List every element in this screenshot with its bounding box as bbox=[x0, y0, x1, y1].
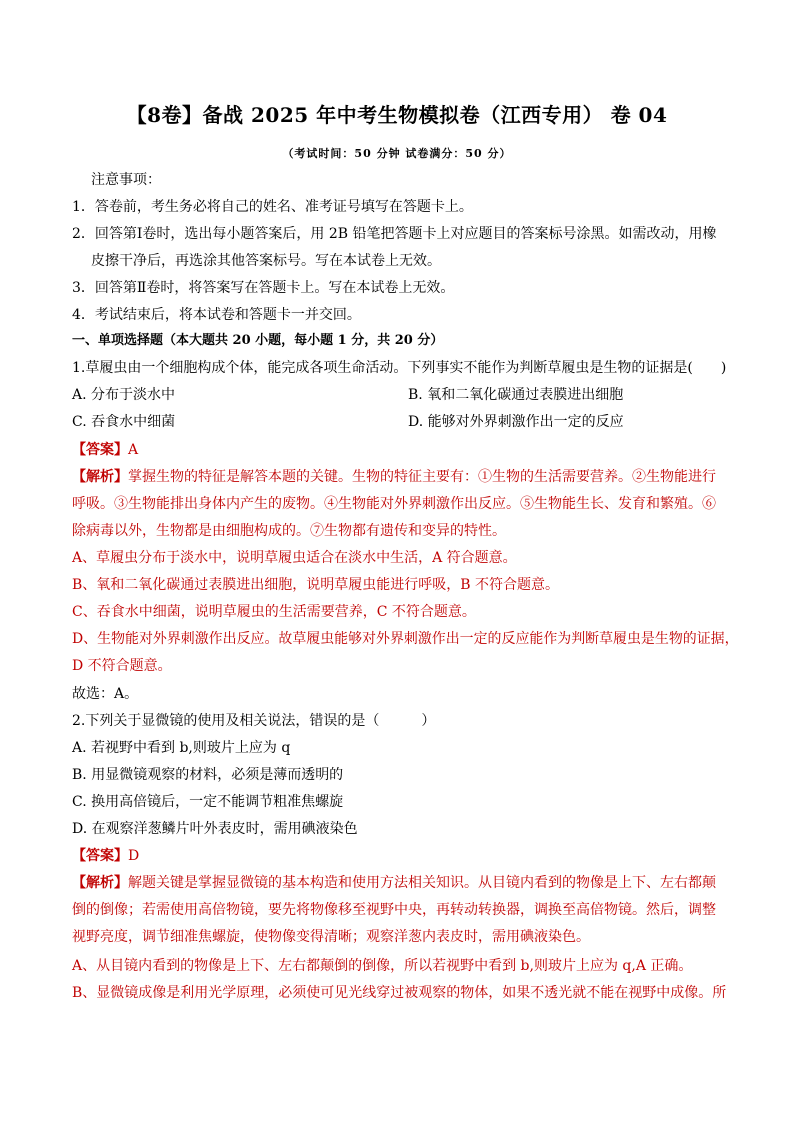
analysis-tag: 【解析】 bbox=[72, 875, 128, 891]
question-1-analysis-line: D、生物能对外界刺激作出反应。故草履虫能够对外界刺激作出一定的反应能作为判断草履虫是生物的证据， bbox=[72, 631, 739, 647]
question-1-option-d: D. 能够对外界刺激作出一定的反应 bbox=[408, 414, 624, 430]
question-2-analysis-line bbox=[72, 873, 716, 893]
question-1-analysis-line: B、氧和二氧化碳通过表膜进出细胞，说明草履虫能进行呼吸，B 不符合题意。 bbox=[72, 577, 560, 593]
question-2-option-b: B. 用显微镜观察的材料，必须是薄而透明的 bbox=[72, 767, 344, 783]
question-1-option-c: C. 吞食水中细菌 bbox=[72, 414, 176, 430]
analysis-text: 解题关键是掌握显微镜的基本构造和使用方法相关知识。从目镜内看到的物像是上下、左右都颠 bbox=[128, 875, 716, 891]
question-2-option-a: A. 若视野中看到 b,则玻片上应为 q bbox=[72, 740, 291, 756]
analysis-text: 掌握生物的特征是解答本题的关键。生物的特征主要有：①生物的生活需要营养。②生物能进行 bbox=[128, 469, 716, 485]
question-1-conclusion: 故选：A。 bbox=[72, 686, 139, 702]
answer-tag: 【答案】 bbox=[72, 848, 128, 864]
notice-item-continuation: 皮擦干净后，再选涂其他答案标号。写在本试卷上无效。 bbox=[91, 253, 441, 269]
question-1-analysis-line: 呼吸。③生物能排出身体内产生的废物。④生物能对外界刺激作出反应。⑤生物能生长、发育和繁殖。⑥ bbox=[72, 496, 716, 512]
page-title: 【8卷】备战 2025 年中考生物模拟卷（江西专用） 卷 04 bbox=[126, 103, 668, 127]
question-1-answer bbox=[72, 440, 138, 460]
answer-value: D bbox=[128, 848, 140, 864]
question-2-analysis-line: 倒的倒像；若需使用高倍物镜，要先将物像移至视野中央，再转动转换器，调换至高倍物镜。然后，调整 bbox=[72, 902, 716, 918]
question-2-analysis-line: A、从目镜内看到的物像是上下、左右都颠倒的倒像，所以若视野中看到 b,则玻片上应为 q,A 正确。 bbox=[72, 958, 693, 974]
notice-heading: 注意事项： bbox=[91, 172, 161, 188]
answer-value: A bbox=[128, 442, 139, 458]
notice-item: 1．答卷前，考生务必将自己的姓名、准考证号填写在答题卡上。 bbox=[72, 199, 473, 215]
question-1-analysis-line: A、草履虫分布于淡水中，说明草履虫适合在淡水中生活，A 符合题意。 bbox=[72, 550, 517, 566]
question-1-analysis-line: C、吞食水中细菌，说明草履虫的生活需要营养，C 不符合题意。 bbox=[72, 604, 476, 620]
question-1-option-b: B. 氧和二氧化碳通过表膜进出细胞 bbox=[408, 387, 624, 403]
question-2-analysis-line: B、显微镜成像是利用光学原理，必须使可见光线穿过被观察的物体，如果不透光就不能在视野中成像。所 bbox=[72, 985, 727, 1001]
answer-tag: 【答案】 bbox=[72, 442, 128, 458]
question-2-stem: 2.下列关于显微镜的使用及相关说法，错误的是（ ） bbox=[72, 713, 436, 729]
notice-item: 2．回答第Ⅰ卷时，选出每小题答案后，用 2B 铅笔把答题卡上对应题目的答案标号涂黑。如需改动，用橡 bbox=[72, 226, 717, 242]
question-2-option-c: C. 换用高倍镜后，一定不能调节粗准焦螺旋 bbox=[72, 794, 344, 810]
question-2-answer bbox=[72, 846, 139, 866]
question-1-analysis-line bbox=[72, 467, 716, 487]
question-1-option-a: A. 分布于淡水中 bbox=[72, 387, 176, 403]
question-2-option-d: D. 在观察洋葱鳞片叶外表皮时，需用碘液染色 bbox=[72, 821, 358, 837]
question-2-analysis-line: 视野亮度，调节细准焦螺旋，使物像变得清晰；观察洋葱内表皮时，需用碘液染色。 bbox=[72, 929, 590, 945]
analysis-tag: 【解析】 bbox=[72, 469, 128, 485]
notice-item: 3．回答第Ⅱ卷时，将答案写在答题卡上。写在本试卷上无效。 bbox=[72, 280, 455, 296]
question-1-stem: 1.草履虫由一个细胞构成个体，能完成各项生命活动。下列事实不能作为判断草履虫是生物的证据是( ) bbox=[72, 360, 727, 376]
question-1-analysis-line: 除病毒以外，生物都是由细胞构成的。⑦生物都有遗传和变异的特性。 bbox=[72, 523, 506, 539]
notice-item: 4．考试结束后，将本试卷和答题卡一并交回。 bbox=[72, 307, 361, 323]
question-1-analysis-line: D 不符合题意。 bbox=[72, 658, 172, 674]
section-heading: 一、单项选择题（本大题共 20 小题，每小题 1 分，共 20 分） bbox=[72, 333, 444, 348]
exam-info-subtitle: （考试时间：50 分钟 试卷满分：50 分） bbox=[282, 147, 512, 160]
